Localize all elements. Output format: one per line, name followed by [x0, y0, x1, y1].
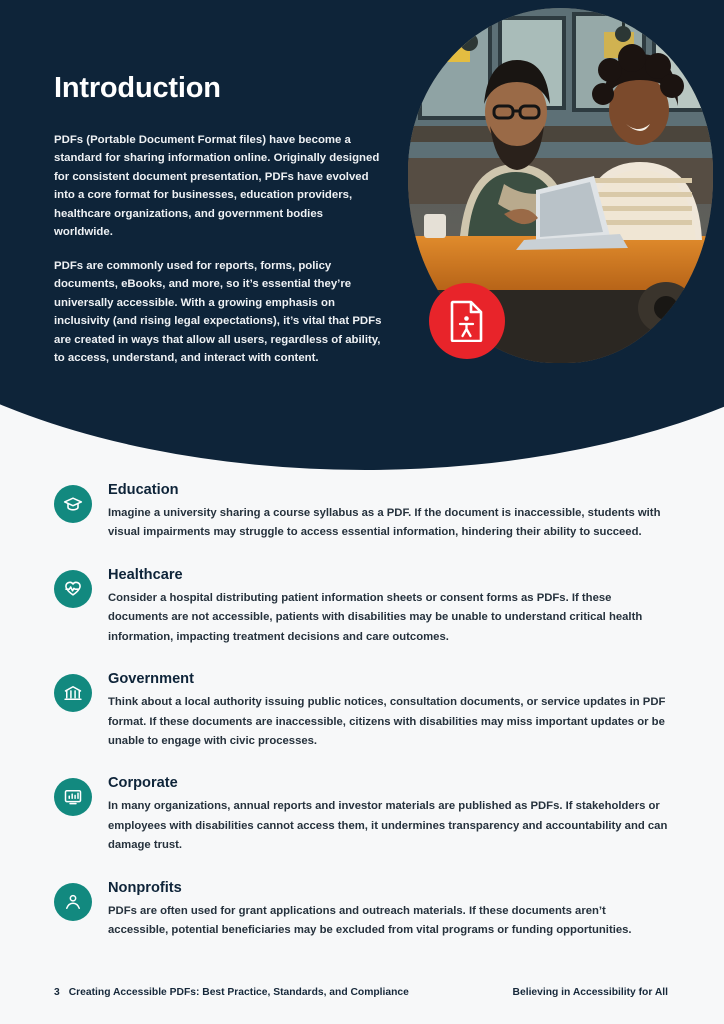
- sector-description: Think about a local authority issuing public notices, consultation documents, or service updates in PDF format. If these documents are inaccessible, citizens with disabilities may miss important updates or be unable to engage with civic processes.: [108, 696, 666, 747]
- footer-left: [54, 987, 409, 998]
- graduation-cap-icon: [54, 485, 92, 523]
- sector-list: [0, 482, 724, 964]
- list-item: [54, 671, 668, 751]
- hand-heart-person-icon: [54, 883, 92, 921]
- hero-text-block: [54, 72, 384, 383]
- intro-paragraph-2: PDFs are commonly used for reports, forms, policy documents, eBooks, and more, so it’s essential they’re universally accessible. With a growing emphasis on inclusivity (and rising legal expectations), it’s vital that PDFs are created in ways that allow all users, regardless of ability, to access, understand, and interact with content.: [54, 259, 382, 365]
- hero-section: [0, 0, 724, 470]
- pdf-accessibility-icon: [429, 283, 505, 359]
- monitor-chart-icon: [54, 778, 92, 816]
- page-footer: [0, 987, 724, 998]
- sector-title: Government: [108, 671, 194, 688]
- sector-title: Corporate: [108, 775, 178, 792]
- footer-tagline: Believing in Accessibility for All: [512, 987, 668, 998]
- sector-title: Healthcare: [108, 566, 183, 583]
- sector-description: Imagine a university sharing a course syllabus as a PDF. If the document is inaccessible, students with visual impairments may struggle to access essential information, hindering their ability to succeed.: [108, 507, 661, 539]
- heart-pulse-icon: [54, 570, 92, 608]
- sector-title: Education: [108, 482, 179, 498]
- government-building-icon: [54, 674, 92, 712]
- sector-title: Nonprofits: [108, 879, 182, 896]
- page-number: 3: [54, 987, 60, 998]
- list-item: [54, 775, 668, 855]
- list-item: [54, 482, 668, 543]
- sector-description: In many organizations, annual reports and investor materials are published as PDFs. If stakeholders or employees with disabilities cannot access them, it undermines transparency and accountability and can damage trust.: [108, 800, 668, 852]
- document-title: Creating Accessible PDFs: Best Practice, Standards, and Compliance: [68, 987, 409, 998]
- list-item: [54, 880, 668, 941]
- list-item: [54, 567, 668, 647]
- page-title: Introduction: [54, 72, 221, 104]
- intro-paragraph-1: PDFs (Portable Document Format files) have become a standard for sharing information online. Originally designed for consistent document presentation, PDFs have evolved into a core format for businesses, education providers, healthcare organizations, and government bodies worldwide.: [54, 134, 380, 239]
- sector-description: PDFs are often used for grant applications and outreach materials. If these documents aren’t accessible, potential beneficiaries may be excluded from vital programs or funding opportunities.: [108, 904, 632, 937]
- sector-description: Consider a hospital distributing patient information sheets or consent forms as PDFs. If these documents are not accessible, patients with disabilities may be unable to understand critical health information, impacting treatment decisions and care outcomes.: [108, 591, 643, 643]
